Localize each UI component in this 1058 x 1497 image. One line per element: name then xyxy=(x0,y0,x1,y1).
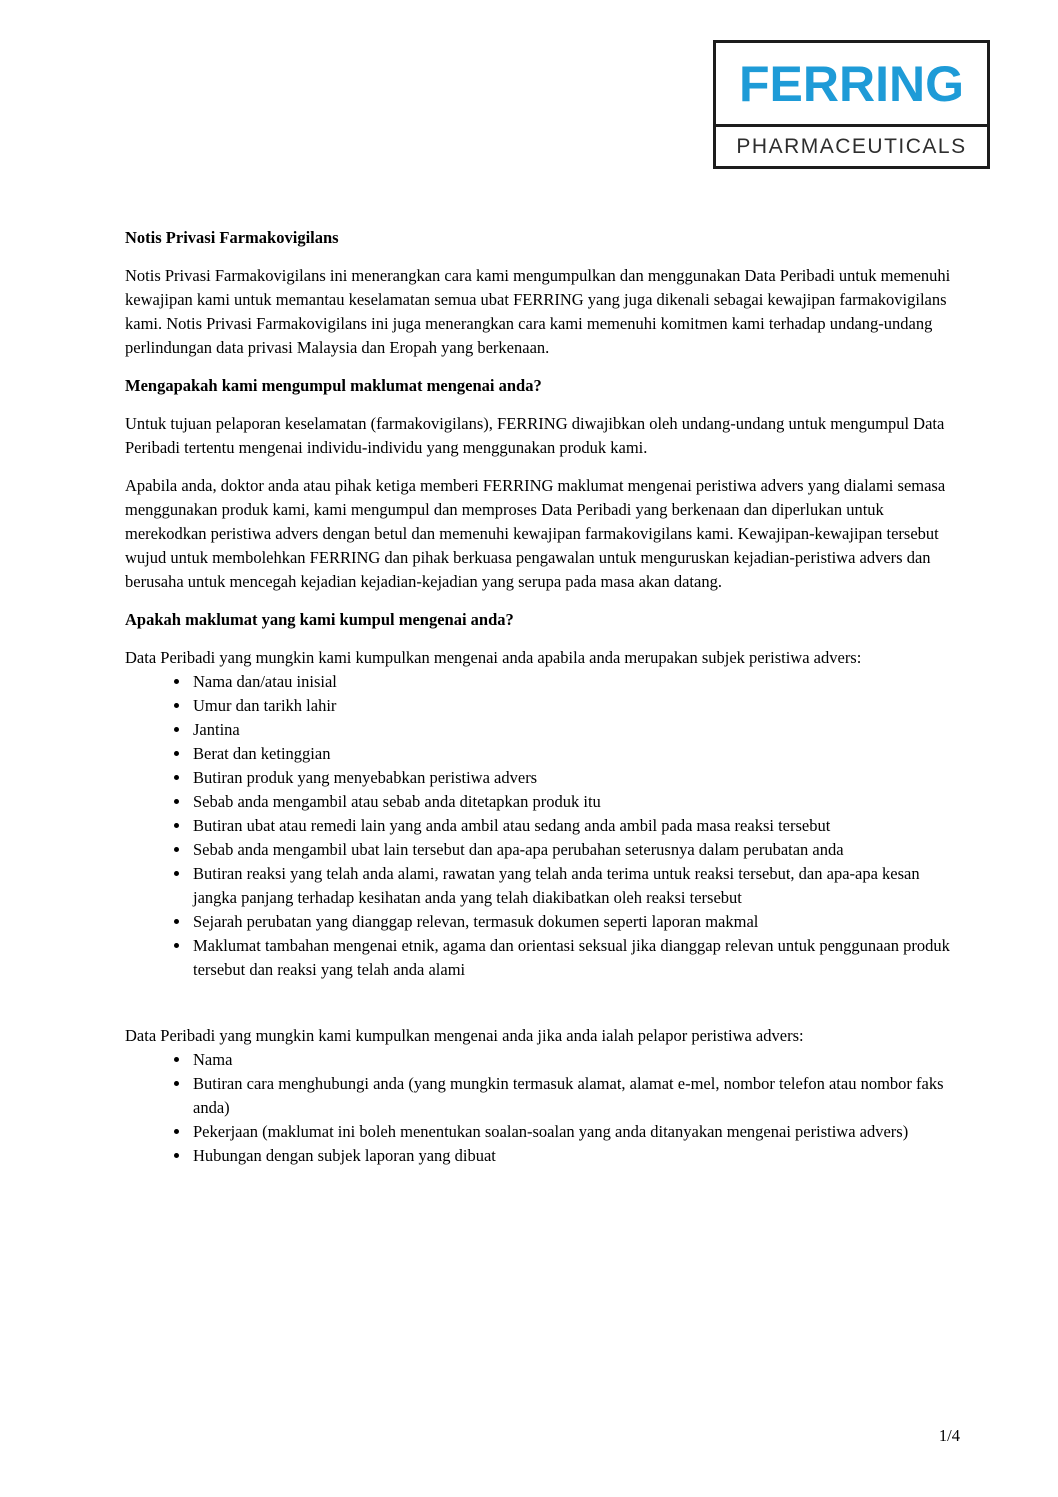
reporter-list-intro: Data Peribadi yang mungkin kami kumpulkan mengenai anda jika anda ialah pelapor peristiwa advers: xyxy=(125,1026,804,1045)
list-item: • Nama xyxy=(191,1048,961,1072)
ferring-wordmark: FERRING xyxy=(739,55,964,112)
page-number: 1/4 xyxy=(938,1426,960,1445)
section-heading-why-collect: Mengapakah kami mengumpul maklumat mengenai anda? xyxy=(125,376,542,395)
list-item: • Berat dan ketinggian xyxy=(191,742,961,766)
list-item: • Maklumat tambahan mengenai etnik, agama dan orientasi seksual jika dianggap relevan untuk penggunaan produk tersebut dan reaksi yang telah anda alami xyxy=(191,934,961,982)
ferring-logo-bottom-box xyxy=(716,127,987,166)
list-item: • Umur dan tarikh lahir xyxy=(191,694,961,718)
list-item: • Pekerjaan (maklumat ini boleh menentukan soalan-soalan yang anda ditanyakan mengenai peristiwa advers) xyxy=(191,1120,961,1144)
list-item: • Butiran cara menghubungi anda (yang mungkin termasuk alamat, alamat e-mel, nombor telefon atau nombor faks anda) xyxy=(191,1072,961,1120)
list-item: • Sebab anda mengambil ubat lain tersebut dan apa-apa perubahan seterusnya dalam perubatan anda xyxy=(191,838,961,862)
document-body xyxy=(125,226,961,1182)
list-item: • Hubungan dengan subjek laporan yang dibuat xyxy=(191,1144,961,1168)
list-item: • Nama dan/atau inisial xyxy=(191,670,961,694)
document-title: Notis Privasi Farmakovigilans xyxy=(125,228,339,247)
section-heading-what-info: Apakah maklumat yang kami kumpul mengenai anda? xyxy=(125,610,514,629)
list-item: • Sebab anda mengambil atau sebab anda ditetapkan produk itu xyxy=(191,790,961,814)
list-item: • Butiran produk yang menyebabkan peristiwa advers xyxy=(191,766,961,790)
ferring-logo-top-box xyxy=(716,43,987,127)
list-item: • Sejarah perubatan yang dianggap relevan, termasuk dokumen seperti laporan makmal xyxy=(191,910,961,934)
pharmaceuticals-label: PHARMACEUTICALS xyxy=(736,135,967,158)
list-item: • Jantina xyxy=(191,718,961,742)
paragraph-adverse-event-processing: Apabila anda, doktor anda atau pihak ketiga memberi FERRING maklumat mengenai peristiwa advers yang dialami semasa menggunakan produk kami, kami mengumpul dan memproses Data Peribadi yang berkenaan dan diperlukan untuk merekodkan peristiwa advers dengan betul dan memenuhi kewajipan farmakovigilans kami. Kewajipan-kewajipan tersebut wujud untuk membolehkan FERRING dan pihak berkuasa pengawalan untuk menguruskan kejadian-peristiwa advers dan berusaha untuk mencegah kejadian kejadian-kejadian yang serupa pada masa akan datang. xyxy=(125,476,946,591)
subject-list-intro: Data Peribadi yang mungkin kami kumpulkan mengenai anda apabila anda merupakan subjek peristiwa advers: xyxy=(125,648,862,667)
subject-data-list xyxy=(125,670,961,982)
reporter-data-list xyxy=(125,1048,961,1168)
paragraph-legal-obligation: Untuk tujuan pelaporan keselamatan (farmakovigilans), FERRING diwajibkan oleh undang-undang untuk mengumpul Data Peribadi tertentu mengenai individu-individu yang menggunakan produk kami. xyxy=(125,414,945,457)
ferring-logo xyxy=(713,40,990,169)
list-item: • Butiran reaksi yang telah anda alami, rawatan yang telah anda terima untuk reaksi tersebut, dan apa-apa kesan jangka panjang terhadap kesihatan anda yang telah diakibatkan oleh reaksi tersebut xyxy=(191,862,961,910)
list-item: • Butiran ubat atau remedi lain yang anda ambil atau sedang anda ambil pada masa reaksi tersebut xyxy=(191,814,961,838)
intro-paragraph: Notis Privasi Farmakovigilans ini menerangkan cara kami mengumpulkan dan menggunakan Data Peribadi untuk memenuhi kewajipan kami untuk memantau keselamatan semua ubat FERRING yang juga dikenali sebagai kewajipan farmakovigilans kami. Notis Privasi Farmakovigilans ini juga menerangkan cara kami memenuhi komitmen kami terhadap undang-undang perlindungan data privasi Malaysia dan Eropah yang berkenaan. xyxy=(125,266,951,357)
